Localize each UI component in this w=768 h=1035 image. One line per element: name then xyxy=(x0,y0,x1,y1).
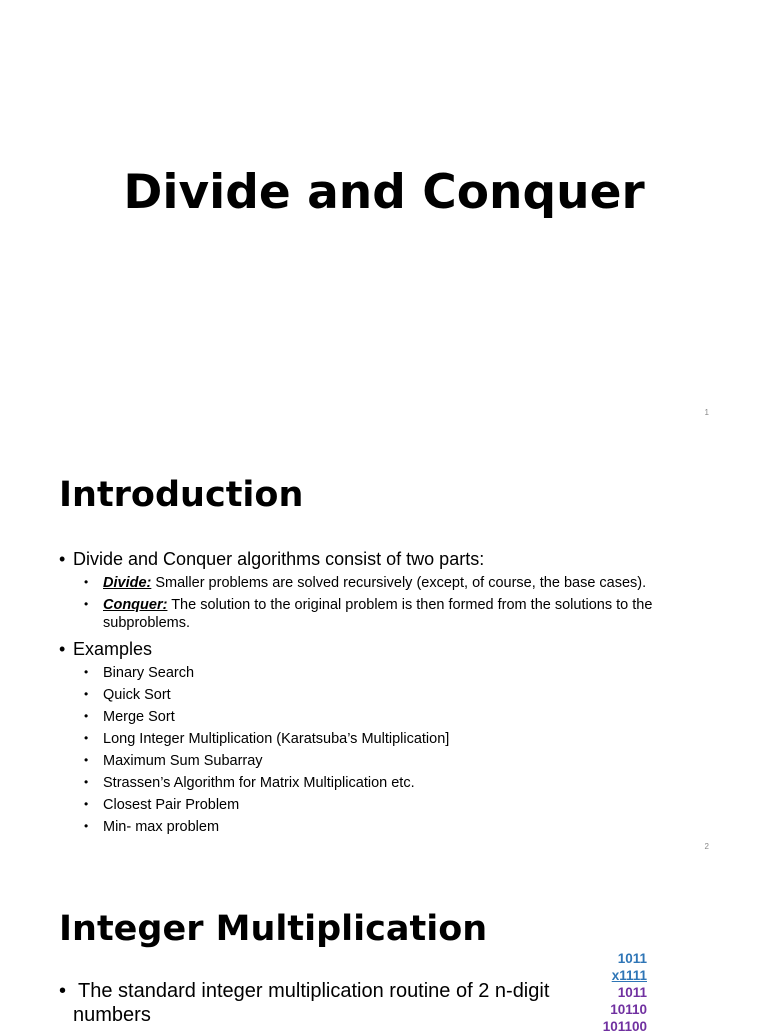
bullet-icon: • xyxy=(59,639,66,659)
slide-3 xyxy=(0,866,768,1034)
slide-number: 2 xyxy=(704,842,709,851)
conquer-text: The solution to the original problem is then formed from the solutions to the xyxy=(167,597,653,613)
bullet-icon: • xyxy=(84,797,89,811)
bullet-text-continued: numbers xyxy=(73,1004,151,1026)
bullet-icon: • xyxy=(84,709,89,723)
bullet-icon: • xyxy=(84,731,89,745)
bullet-text: Examples xyxy=(73,639,153,659)
divide-text: Smaller problems are solved recursively (except, of course, the base cases). xyxy=(151,575,647,591)
divide-term: Divide: xyxy=(103,575,152,591)
conquer-text-continued: subproblems. xyxy=(103,615,191,631)
bullet-icon: • xyxy=(59,980,67,1002)
slide-1 xyxy=(0,0,768,433)
bullet-text: Divide and Conquer algorithms consist of two parts: xyxy=(73,549,485,569)
bullet-icon: • xyxy=(84,753,89,767)
multiplier: x1111 xyxy=(611,968,647,983)
bullet-icon: • xyxy=(84,665,89,679)
partial-product: 1011 xyxy=(617,985,647,1000)
bullet-icon: • xyxy=(84,687,89,701)
multiplicand: 1011 xyxy=(617,951,647,966)
bullet-icon: • xyxy=(59,549,66,569)
slide-title: Introduction xyxy=(59,475,304,515)
slide-title: Divide and Conquer xyxy=(123,165,645,220)
bullet-text: The standard integer multiplication routine of 2 n-digit xyxy=(78,980,550,1002)
conquer-term: Conquer: xyxy=(103,597,168,613)
bullet-icon: • xyxy=(84,819,89,833)
slide-number: 1 xyxy=(704,408,709,417)
bullet-icon: • xyxy=(84,597,89,611)
partial-product: 10110 xyxy=(610,1002,647,1017)
slide-2: Introduction • Divide and Conquer algorithms consist of two parts: • Divide: Smaller problems are solved recursively (except, of course, the base cases). • Conquer: The solution to the original problem is then formed from the solutions to the subproblems. • Examples • Binary Search • Quick Sort • Merge Sort • Long Integer Multiplication (Karatsuba’s Multiplication] • Maximum Sum Subarray • Strassen’s Algorithm for Matrix Multiplication etc. • Closest Pair Problem • Min- max problem 2 xyxy=(59,475,709,851)
bullet-icon: • xyxy=(84,775,89,789)
partial-product: 101100 xyxy=(602,1019,647,1034)
bullet-icon: • xyxy=(84,575,89,589)
multiplication-example xyxy=(603,950,647,1035)
slide-title: Integer Multiplication xyxy=(59,909,488,949)
